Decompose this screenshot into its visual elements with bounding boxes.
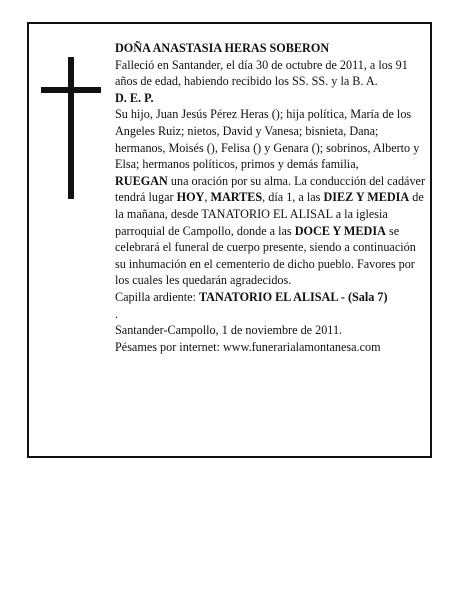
death-info: Falleció en Santander, el día 30 de octubre de 2011, a los 91 años de edad, habiendo recibido los SS. SS. y la B. A.	[115, 57, 408, 89]
deceased-name: DOÑA ANASTASIA HERAS SOBERON	[115, 41, 330, 55]
doce-y-media-label: DOCE Y MEDIA	[294, 223, 386, 238]
capilla-ardiente: Capilla ardiente: TANATORIO EL ALISAL - (Sala 7)	[115, 289, 388, 304]
capilla-location: TANATORIO EL ALISAL - (Sala 7)	[198, 289, 388, 304]
condolences-link: Pésames por internet: www.funerarialamontanesa.com	[115, 339, 381, 354]
ruegan-label: RUEGAN	[115, 173, 168, 188]
dep-label: D. E. P.	[115, 90, 154, 105]
cross-icon	[41, 57, 101, 199]
martes-label: MARTES	[210, 190, 263, 205]
cross-horizontal-bar	[41, 87, 101, 93]
diez-y-media-label: DIEZ Y MEDIA	[323, 190, 410, 205]
place-date: Santander-Campollo, 1 de noviembre de 2011.	[115, 323, 343, 338]
capilla-dot: .	[115, 306, 119, 321]
ceremony-info: RUEGAN una oración por su alma. La conducción del cadáver tendrá lugar HOY, MARTES, día 1, a las DIEZ Y MEDIA de la mañana, desde TANATORIO EL ALISAL a la iglesia parroquial de Campollo, donde a las DOCE Y MEDIA se celebrará el funeral de cuerpo presente, siendo a continuación su inhumación en el cementerio de dicho pueblo. Favores por los cuales les quedarán agradecidos.	[115, 173, 426, 288]
family-list: Su hijo, Juan Jesús Pérez Heras (); hija política, María de los Angeles Ruiz; nietos, David y Vanesa; bisnieta, Dana; hermanos, Moisés (), Felisa () y Genara (); sobrinos, Alberto y Elsa; hermanos políticos, primos y demás familia,	[115, 107, 420, 172]
obituary-text	[115, 40, 425, 355]
cross-vertical-bar	[68, 57, 74, 199]
obituary-notice	[27, 22, 432, 458]
hoy-label: HOY	[176, 190, 205, 205]
